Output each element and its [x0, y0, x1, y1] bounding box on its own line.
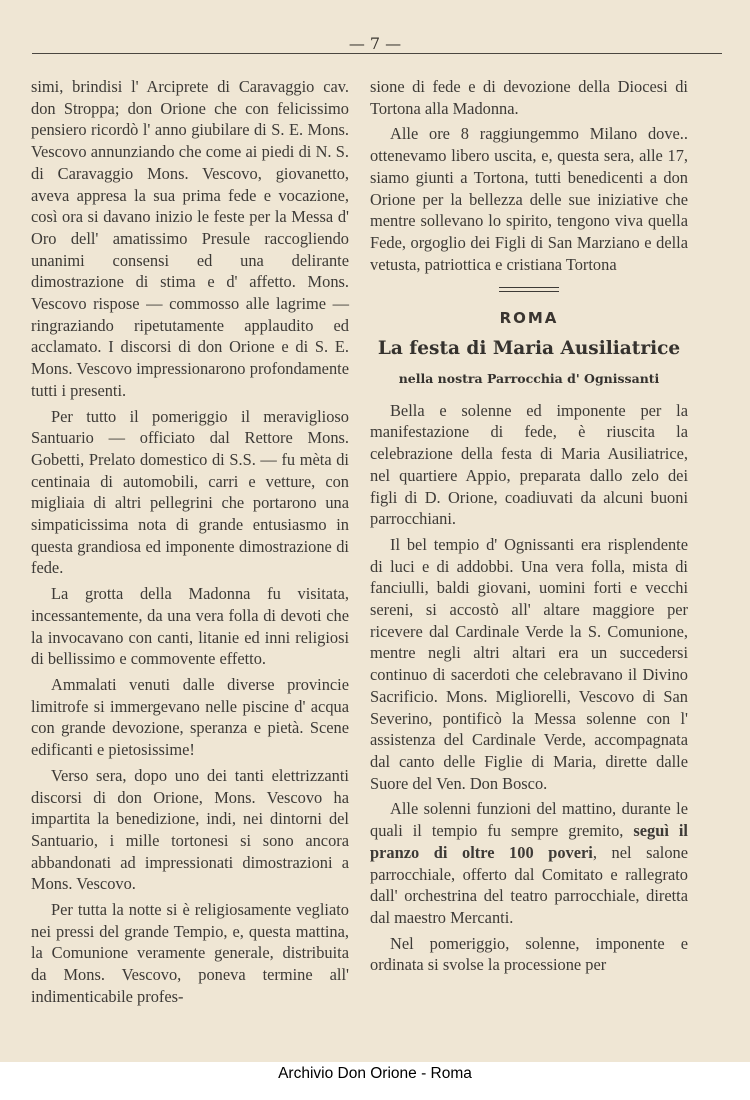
- paragraph: Verso sera, dopo uno dei tanti elettrizzanti discorsi di don Orione, Mons. Vescovo ha impartita la benedizione, indi, nei dintorni del Santuario, i mille tortonesi si sono ancora abbandonati ad impressionati dimostrazioni a Mons. Vescovo.: [31, 765, 349, 894]
- paragraph: Per tutta la notte si è religiosamente vegliato nei pressi del grande Tempio, e, questa mattina, la Comunione veramente generale, distribuita da Mons. Vescovo, poneva termine all' indimenticabile profes-: [31, 900, 349, 1006]
- section-heading: ROMA: [499, 309, 559, 328]
- paragraph: [370, 798, 688, 928]
- bold-text: seguì il pranzo di oltre 100 poveri: [370, 821, 688, 862]
- section-separator: [499, 287, 559, 292]
- paragraph: Alle ore 8 raggiungemmo Milano dove.. ottenevamo libero uscita, e, questa sera, alle 17, siamo giunti a Tortona, tutti benedicenti a don Orione per la bellezza delle sue iniziative che mentre sollevano lo spirito, tengono viva quella Fede, orgoglio dei Figli di San Marziano e della vetusta, patriottica e cristiana Tortona: [370, 124, 688, 274]
- paragraph: Nel pomeriggio, solenne, imponente e ordinata si svolse la processione per: [370, 933, 688, 975]
- left-column: [31, 76, 349, 1012]
- paragraph: La grotta della Madonna fu visitata, incessantemente, da una vera folla di devoti che la invocavano con canti, litanie ed inni religiosi di bellissimo e commovente effetto.: [31, 584, 349, 669]
- article-subtitle: nella nostra Parrocchia d' Ognissanti: [398, 371, 660, 387]
- paragraph: sione di fede e di devozione della Diocesi di Tortona alla Madonna.: [370, 77, 688, 118]
- paragraph: Ammalati venuti dalle diverse provincie limitrofe si immergevano nelle piscine d' acqua con grande devozione, speranza e pietà. Scene edificanti e pietosissime!: [31, 674, 349, 760]
- article-title: La festa di Maria Ausiliatrice: [377, 338, 681, 360]
- right-column: [370, 76, 688, 980]
- paragraph: Bella e solenne ed imponente per la manifestazione di fede, è riuscita la celebrazione della festa di Maria Ausiliatrice, nel quartiere Appio, preparata dallo zelo dei figli di D. Orione, coadiuvati da alcuni buoni parrocchiani.: [370, 400, 688, 529]
- paragraph: Per tutto il pomeriggio il meraviglioso Santuario — officiato dal Rettore Mons. Gobetti, Prelato domestico di S.S. — fu mèta di centinaia di automobili, carri e vetture, con migliaia di altri pellegrini che portarono una simpaticissima nota di grande entusiasmo in questa grandiosa ed imponente dimostrazione di fede.: [31, 406, 349, 578]
- paragraph-text: , nel salone parrocchiale, offerto dal Comitato e rallegrato dall' orchestrina del teatro parrocchiale, diretta dal maestro Mercanti.: [370, 842, 688, 927]
- archive-footer: Archivio Don Orione - Roma: [278, 1065, 472, 1082]
- paragraph: Il bel tempio d' Ognissanti era risplendente di luci e di addobbi. Una vera folla, mista di fanciulli, baldi giovani, uomini forti e vecchi sereni, si accostò all' altare maggiore per ricevere dal Cardinale Verde la S. Comunione, mentre negli altri altari era un succedersi continuo di sacerdoti che celebravano il Divino Sacrificio. Mons. Migliorelli, Vescovo di San Severino, pontificò la Messa solenne con l' assistenza del Cardinale Verde, accompagnata dal canto delle Figlie di Maria, dirette dalle Suore del Ven. Don Bosco.: [370, 534, 688, 793]
- paragraph-text: Alle solenni funzioni del mattino, durante le quali il tempio fu sempre gremito,: [370, 799, 688, 841]
- page-number: — 7 —: [348, 34, 402, 53]
- header-rule: [32, 53, 722, 54]
- paragraph: simi, brindisi l' Arciprete di Caravaggio cav. don Stroppa; don Orione che con felicissimo pensiero ricordò l' anno giubilare di S. E. Mons. Vescovo annunziando che come ai piedi di N. S. di Caravaggio Mons. Vescovo, giovanetto, aveva appresa la sua prima fede e vocazione, così ora si davano inizio le feste per la Messa d' Oro dell' amatissimo Presule raccogliendo unanimi consensi ed una delirante dimostrazione di stima e d' affetto. Mons. Vescovo rispose — commosso alle lagrime — ringraziando ripetutamente applaudito ed acclamato. I discorsi di don Orione e di S. E. Mons. Vescovo impressionarono profondamente tutti i presenti.: [31, 77, 349, 400]
